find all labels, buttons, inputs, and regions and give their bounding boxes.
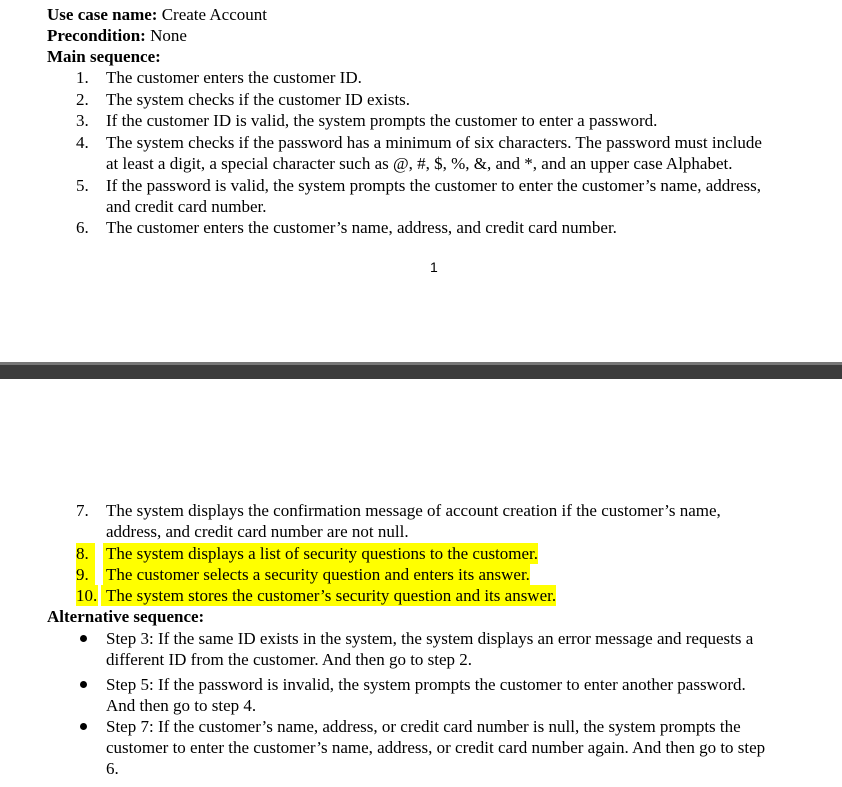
step-text: The system checks if the customer ID exists. [106, 90, 411, 109]
step-text-highlighted: The system displays a list of security questions to the customer. [103, 543, 538, 564]
bullet-icon [80, 681, 87, 688]
step-text: If the password is valid, the system prompts the customer to enter the customer’s name, address, [106, 176, 761, 195]
alt-item-text: Step 3: If the same ID exists in the system, the system displays an error message and requests a [106, 629, 754, 648]
step-text: The customer enters the customer ID. [106, 68, 362, 87]
step-number: 6. [76, 218, 89, 237]
step-number: 2. [76, 90, 89, 109]
step-number: 7. [76, 501, 89, 520]
step-number-highlighted: 8. [76, 543, 95, 564]
bullet-icon [80, 635, 87, 642]
precondition-value: None [150, 26, 187, 45]
step-number: 1. [76, 68, 89, 87]
step-text-continued: at least a digit, a special character such as @, #, $, %, &, and *, and an upper case Alphabet. [106, 154, 733, 173]
step-text-highlighted: The system stores the customer’s security question and its answer. [101, 585, 556, 606]
step-number: 4. [76, 133, 89, 152]
use-case-name-value: Create Account [161, 5, 267, 24]
alt-item-text-continued: 6. [106, 759, 119, 778]
step-text: The system displays the confirmation message of account creation if the customer’s name, [106, 501, 721, 520]
page-separator-edge [0, 362, 842, 365]
step-text-continued: address, and credit card number are not null. [106, 522, 409, 541]
bullet-icon [80, 723, 87, 730]
step-number: 5. [76, 176, 89, 195]
step-text-continued: and credit card number. [106, 197, 267, 216]
step-text: The system checks if the password has a minimum of six characters. The password must include [106, 133, 762, 152]
step-text: If the customer ID is valid, the system prompts the customer to enter a password. [106, 111, 658, 130]
alt-item-text: Step 7: If the customer’s name, address, or credit card number is null, the system prompts the [106, 717, 741, 736]
alt-item-text: Step 5: If the password is invalid, the system prompts the customer to enter another password. [106, 675, 746, 694]
alt-item-text-continued: And then go to step 4. [106, 696, 257, 715]
page-number: 1 [430, 259, 438, 275]
page-separator [0, 362, 842, 379]
step-text: The customer enters the customer’s name, address, and credit card number. [106, 218, 617, 237]
use-case-name-label: Use case name: [47, 5, 158, 24]
step-text-highlighted: The customer selects a security question and enters its answer. [103, 564, 530, 585]
step-number-highlighted: 9. [76, 564, 95, 585]
precondition-line [47, 25, 187, 46]
use-case-name-line [47, 4, 267, 25]
alternative-sequence-heading: Alternative sequence: [47, 607, 205, 626]
document-page-1 [0, 0, 842, 362]
alt-item-text-continued: different ID from the customer. And then go to step 2. [106, 650, 473, 669]
main-sequence-heading: Main sequence: [47, 47, 161, 66]
step-number: 3. [76, 111, 89, 130]
step-number-highlighted: 10. [76, 586, 98, 605]
alt-item-text-continued: customer to enter the customer’s name, address, or credit card number again. And then go to step [106, 738, 766, 757]
precondition-label: Precondition: [47, 26, 146, 45]
